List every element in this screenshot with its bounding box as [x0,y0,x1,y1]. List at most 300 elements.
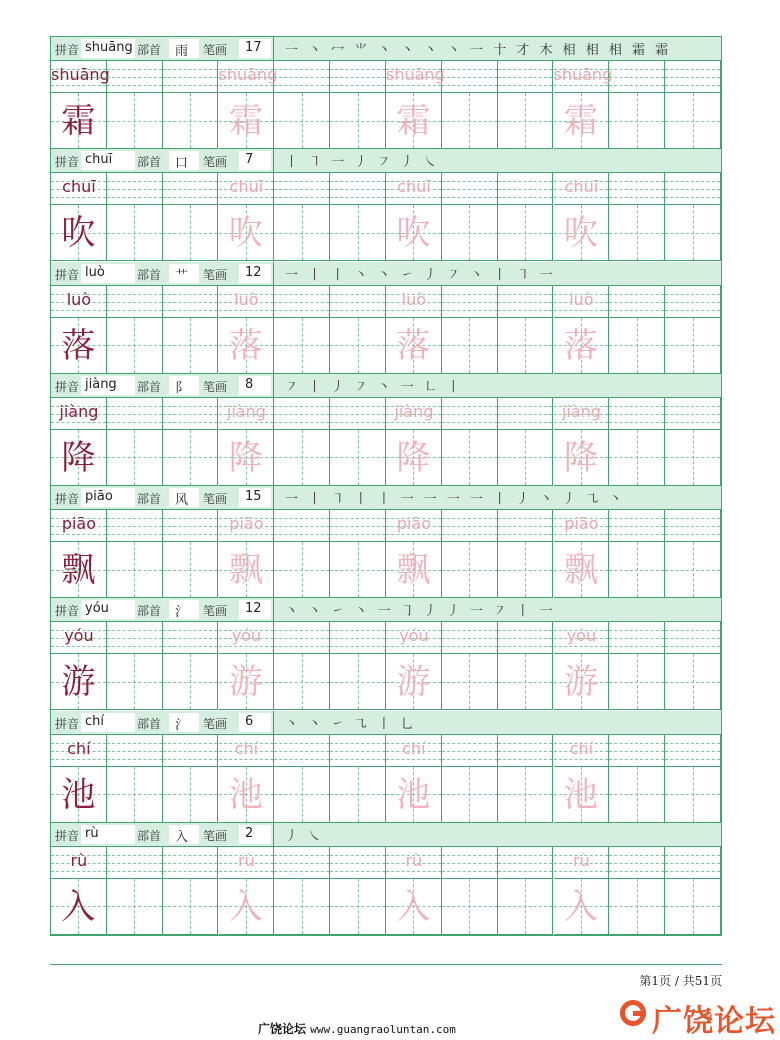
pinyin-cell [51,398,107,430]
hanzi-cell [442,93,498,149]
strokes-label: 笔画 [203,492,228,506]
model-character: 降 [61,437,96,478]
pinyin-label: 拼音 [55,716,80,731]
trace-character: 降 [563,437,598,478]
hanzi-cell [107,205,163,261]
character-info-row [51,262,721,286]
hanzi-cell [330,767,386,823]
pinyin-cell [442,61,498,93]
writing-grid [51,622,721,710]
pinyin-cell [163,622,219,654]
pinyin-cell [51,61,110,93]
hanzi-cell [274,93,330,149]
character-block [51,711,721,823]
pinyin-cell [386,398,442,430]
trace-character: 落 [228,325,263,366]
trace-character: 池 [563,774,598,815]
pinyin-value: luò [85,264,105,280]
stroke-order: 丶 丶 ㇀ 丶 一 ㇆ 丿 丿 一 ㇇ 丨 一 [285,604,556,620]
pinyin-cell [665,61,721,93]
pinyin-cell [163,173,219,205]
trace-pinyin: rù [573,850,590,870]
strokes-label: 笔画 [203,155,228,170]
radical-label: 部首 [137,155,162,170]
pinyin-cell [386,286,442,318]
trace-character: 飘 [563,550,598,590]
pinyin-cell [330,61,386,93]
trace-pinyin: chí [234,738,259,758]
character-block [51,486,721,598]
pinyin-label: 拼音 [55,43,80,57]
pinyin-cell [274,847,330,879]
character-block [51,374,721,486]
hanzi-cell [107,879,163,935]
trace-character: 飘 [396,550,431,590]
radical-label: 部首 [137,828,162,843]
hanzi-cell [498,654,554,710]
pinyin-label: 拼音 [55,379,80,394]
model-pinyin: chí [67,738,91,758]
pinyin-value: yóu [85,601,109,617]
pinyin-cell [51,735,107,767]
pinyin-label: 拼音 [55,828,80,843]
hanzi-cell [442,205,498,261]
stroke-count-value: 7 [245,152,254,168]
writing-grid [51,286,721,374]
writing-grid [51,735,721,823]
trace-character: 入 [396,886,431,927]
radical-label: 部首 [137,604,162,619]
pinyin-cell [107,398,163,430]
stroke-count-value: 8 [245,376,254,392]
writing-grid [51,510,721,598]
radical-value: 口 [175,156,189,172]
pinyin-label: 拼音 [55,604,80,619]
trace-pinyin: chuī [229,177,264,197]
model-character: 落 [61,325,96,366]
pinyin-cell [442,847,498,879]
writing-grid [51,398,721,486]
pinyin-cell [274,173,330,205]
trace-pinyin: shuāng [553,65,613,84]
trace-character: 降 [228,437,263,478]
stroke-order: 一 丶 冖 ⺌ 丶 丶 丶 丶 一 十 才 木 相 相 相 霜 霜 [285,43,672,58]
hanzi-cell [107,767,163,823]
hanzi-cell [665,318,721,374]
hanzi-cell [665,205,721,261]
pinyin-cell [554,622,610,654]
pinyin-cell [442,286,498,318]
hanzi-cell [386,205,442,261]
hanzi-cell [609,430,665,486]
hanzi-cell [107,93,163,149]
trace-character: 吹 [396,213,431,254]
pinyin-cell [609,173,665,205]
hanzi-cell [51,205,107,261]
hanzi-cell [665,430,721,486]
hanzi-cell [554,654,610,710]
hanzi-cell [274,430,330,486]
stroke-order: ㇇ 丨 丿 ㇇ 丶 一 ㇗ 丨 [285,379,463,395]
hanzi-cell [163,430,219,486]
hanzi-cell [163,93,219,149]
trace-pinyin: chí [569,738,594,758]
pinyin-cell [554,847,610,879]
trace-pinyin: yóu [231,626,262,646]
pinyin-cell [554,286,610,318]
model-pinyin: luò [66,289,92,309]
pinyin-cell [163,286,219,318]
logo-text: 广饶论坛 [652,1004,776,1039]
pinyin-cell [330,510,386,542]
hanzi-cell [219,767,275,823]
pinyin-cell [498,735,554,767]
trace-character: 飘 [228,550,263,590]
trace-character: 落 [563,325,598,366]
pinyin-cell [386,622,442,654]
pinyin-cell [609,286,665,318]
pinyin-cell [330,286,386,318]
trace-character: 吹 [563,213,598,254]
stroke-count-value: 6 [245,713,254,729]
stroke-order: 丶 丶 ㇀ ㇈ 丨 乚 [285,716,417,732]
radical-label: 部首 [137,43,162,57]
pinyin-cell [498,510,554,542]
trace-pinyin: luò [234,289,259,309]
hanzi-cell [274,767,330,823]
writing-grid [51,61,721,149]
hanzi-cell [442,430,498,486]
pinyin-value: jiàng [85,376,117,392]
model-character: 吹 [61,213,96,254]
hanzi-cell [665,542,721,598]
stroke-count-value: 12 [245,601,262,617]
pinyin-cell [609,847,665,879]
hanzi-cell [609,879,665,935]
site-logo [620,996,776,1039]
character-info-row [51,823,721,847]
hanzi-cell [386,318,442,374]
radical-value: 艹 [175,268,189,284]
pinyin-value: rù [85,825,99,841]
pinyin-cell [219,622,275,654]
character-block [51,149,721,261]
hanzi-cell [163,318,219,374]
trace-character: 游 [396,662,431,703]
pinyin-cell [665,847,721,879]
strokes-label: 笔画 [203,267,228,282]
pinyin-cell [665,398,721,430]
pinyin-cell [107,510,163,542]
hanzi-cell [163,767,219,823]
model-character: 霜 [61,101,96,141]
hanzi-cell [274,654,330,710]
character-info-row [51,486,721,510]
hanzi-cell [219,430,275,486]
pinyin-cell [274,735,330,767]
trace-pinyin: rù [238,850,255,870]
trace-character: 入 [228,886,263,927]
trace-pinyin: jiàng [561,401,601,421]
hanzi-cell [219,879,275,935]
model-pinyin: piāo [61,514,97,533]
strokes-label: 笔画 [203,716,228,731]
character-info-row [51,374,721,398]
hanzi-cell [330,318,386,374]
pinyin-cell [554,510,610,542]
pinyin-cell [498,173,554,205]
model-pinyin: chuī [62,177,96,197]
strokes-label: 笔画 [203,43,228,57]
pinyin-cell [386,510,442,542]
hanzi-cell [498,879,554,935]
hanzi-cell [609,93,665,149]
hanzi-cell [498,318,554,374]
hanzi-cell [498,430,554,486]
hanzi-cell [554,318,610,374]
strokes-label: 笔画 [203,604,228,619]
hanzi-cell [274,879,330,935]
practice-sheet [50,36,722,936]
character-info-row [51,598,721,622]
pinyin-cell [609,735,665,767]
pinyin-cell [163,61,219,93]
hanzi-cell [163,879,219,935]
radical-value: 入 [175,829,189,845]
hanzi-cell [51,318,107,374]
trace-pinyin: jiàng [394,401,434,421]
model-character: 飘 [61,550,96,590]
hanzi-cell [107,318,163,374]
hanzi-cell [665,93,721,149]
pinyin-cell [107,173,163,205]
pinyin-cell [498,61,554,93]
hanzi-cell [442,767,498,823]
pinyin-cell [665,622,721,654]
trace-pinyin: yóu [566,626,597,646]
trace-pinyin: yóu [399,626,429,646]
strokes-label: 笔画 [203,828,228,843]
character-info-row [51,149,721,173]
stroke-order: 一 丨 丨 丶 丶 ㇀ 丿 ㇇ 丶 丨 ㇕ 一 [285,267,556,283]
pinyin-cell [442,622,498,654]
pinyin-cell [219,847,275,879]
pinyin-cell [274,61,330,93]
hanzi-cell [330,542,386,598]
hanzi-cell [330,879,386,935]
hanzi-cell [386,879,442,935]
hanzi-cell [274,318,330,374]
hanzi-cell [498,205,554,261]
pinyin-cell [665,173,721,205]
trace-pinyin: luò [569,289,594,309]
pinyin-label: 拼音 [55,267,80,282]
pinyin-cell [330,847,386,879]
hanzi-cell [554,879,610,935]
hanzi-cell [163,654,219,710]
trace-pinyin: chí [402,738,426,758]
radical-value: 氵 [175,717,189,733]
pinyin-value: shuāng [85,40,133,55]
pinyin-cell [163,398,219,430]
pinyin-cell [386,61,445,93]
pinyin-cell [51,286,107,318]
radical-value: 阝 [175,380,189,396]
hanzi-cell [330,654,386,710]
pinyin-cell [498,622,554,654]
pinyin-cell [107,847,163,879]
pinyin-cell [219,286,275,318]
pinyin-cell [442,173,498,205]
pinyin-cell [665,286,721,318]
pinyin-cell [609,61,665,93]
hanzi-cell [163,205,219,261]
pinyin-cell [330,735,386,767]
hanzi-cell [51,93,107,149]
pinyin-value: chí [85,713,104,729]
stroke-count-value: 15 [245,489,262,504]
pinyin-cell [609,510,665,542]
pinyin-cell [51,173,107,205]
hanzi-cell [554,93,610,149]
trace-pinyin: piāo [229,514,264,533]
pinyin-value: chuī [85,152,113,168]
hanzi-cell [498,93,554,149]
hanzi-cell [51,767,107,823]
stroke-count-value: 12 [245,264,262,280]
trace-character: 吹 [228,213,263,254]
hanzi-cell [219,654,275,710]
pinyin-cell [330,398,386,430]
pinyin-cell [386,173,442,205]
hanzi-cell [609,318,665,374]
pinyin-cell [219,398,275,430]
hanzi-cell [498,542,554,598]
hanzi-cell [107,542,163,598]
pinyin-cell [498,286,554,318]
hanzi-cell [51,542,107,598]
page-number: 第1页 / 共51页 [639,974,722,988]
footer-divider [50,964,722,965]
trace-character: 落 [396,325,431,366]
hanzi-cell [609,654,665,710]
trace-character: 游 [228,662,263,703]
character-block [51,262,721,374]
hanzi-cell [665,654,721,710]
radical-label: 部首 [137,716,162,731]
hanzi-cell [609,767,665,823]
hanzi-cell [274,205,330,261]
pinyin-cell [51,510,107,542]
hanzi-cell [442,318,498,374]
radical-value: 雨 [175,44,189,59]
model-pinyin: yóu [64,626,94,646]
pinyin-cell [498,398,554,430]
hanzi-cell [386,93,442,149]
pinyin-cell [330,622,386,654]
site-name: 广饶论坛 [258,1022,307,1036]
pinyin-cell [107,735,163,767]
hanzi-cell [107,430,163,486]
model-character: 池 [61,774,96,815]
pinyin-label: 拼音 [55,155,80,170]
pinyin-cell [554,173,610,205]
pinyin-cell [51,622,107,654]
hanzi-cell [386,654,442,710]
trace-character: 入 [563,886,598,927]
hanzi-cell [163,542,219,598]
writing-grid [51,173,721,261]
character-block [51,598,721,710]
pinyin-cell [553,61,613,93]
pinyin-cell [163,735,219,767]
pinyin-cell [274,622,330,654]
pinyin-value: piāo [85,489,113,504]
radical-value: 氵 [175,605,189,621]
hanzi-cell [386,542,442,598]
hanzi-cell [51,430,107,486]
pinyin-cell [219,510,275,542]
trace-character: 游 [563,662,598,703]
hanzi-cell [665,767,721,823]
site-credit [258,1020,456,1037]
pinyin-cell [107,622,163,654]
hanzi-cell [330,93,386,149]
hanzi-cell [330,430,386,486]
pinyin-cell [442,735,498,767]
pinyin-cell [107,286,163,318]
pinyin-cell [665,510,721,542]
trace-pinyin: shuāng [386,65,445,84]
stroke-order: 一 丨 ㇕ 丨 丨 一 一 一 一 丨 丿 丶 丿 ㇈ 丶 [285,492,625,507]
pinyin-cell [609,622,665,654]
model-pinyin: shuāng [51,65,110,84]
pinyin-cell [219,173,275,205]
hanzi-cell [51,879,107,935]
strokes-label: 笔画 [203,379,228,394]
trace-pinyin: shuāng [218,65,278,84]
stroke-count-value: 17 [245,40,262,55]
hanzi-cell [219,93,275,149]
pinyin-cell [163,847,219,879]
model-pinyin: jiàng [59,401,99,421]
trace-character: 池 [396,774,431,815]
hanzi-cell [274,542,330,598]
stroke-order: 丨 ㇕ 一 丿 ㇇ 丿 ㇏ [285,155,440,171]
pinyin-cell [163,510,219,542]
hanzi-cell [386,767,442,823]
hanzi-cell [554,767,610,823]
character-info-row [51,711,721,735]
character-block [51,37,721,149]
hanzi-cell [609,542,665,598]
hanzi-cell [442,654,498,710]
trace-pinyin: rù [405,850,423,870]
trace-character: 霜 [228,101,263,141]
pinyin-cell [386,847,442,879]
model-character: 入 [61,886,96,927]
model-pinyin: rù [70,850,88,870]
pinyin-cell [665,735,721,767]
model-character: 游 [61,662,96,703]
trace-character: 降 [396,437,431,478]
pinyin-cell [609,398,665,430]
radical-value: 风 [175,493,189,508]
radical-label: 部首 [137,492,162,506]
hanzi-cell [386,430,442,486]
writing-grid [51,847,721,935]
pinyin-cell [442,398,498,430]
